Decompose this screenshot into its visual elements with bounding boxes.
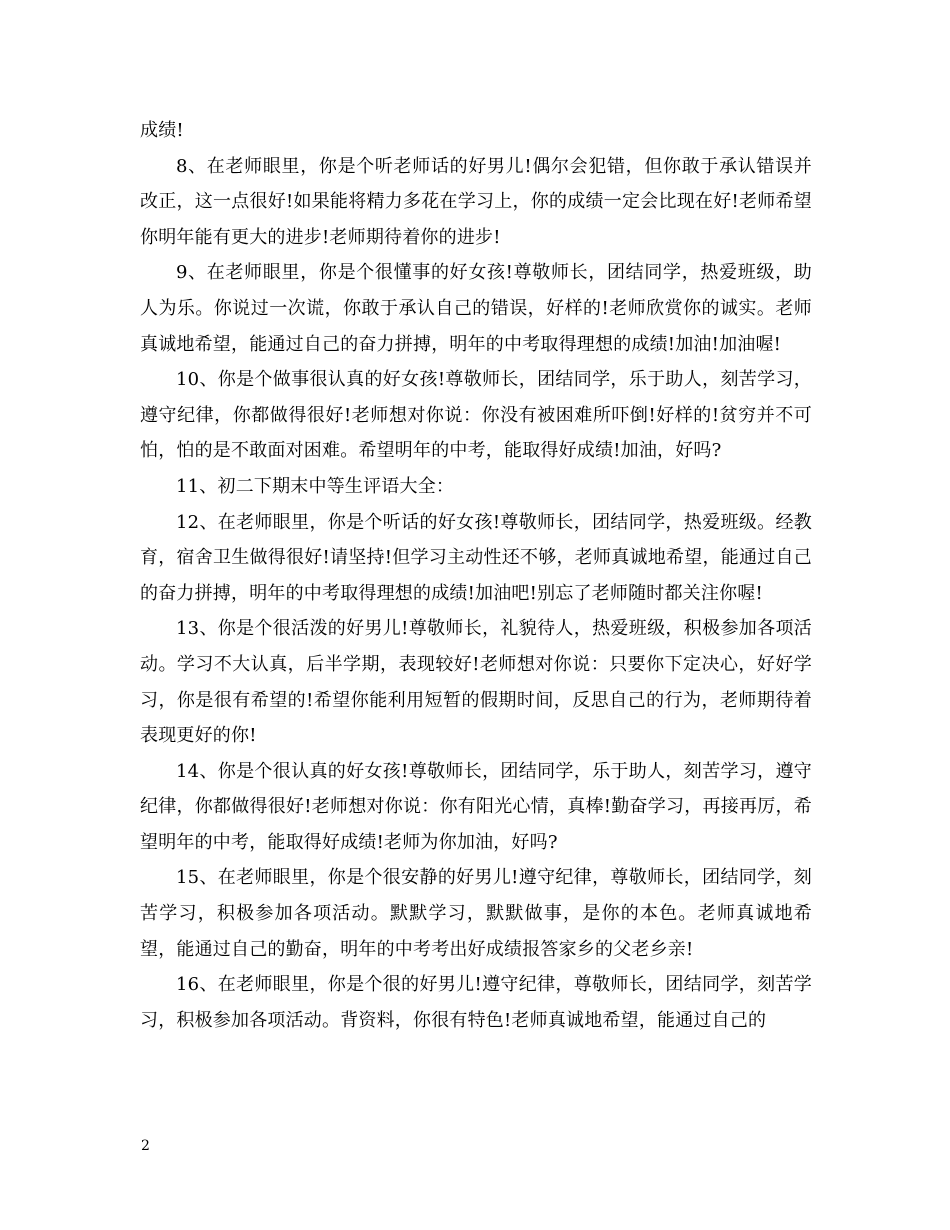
document-body [140, 113, 812, 1038]
paragraph-continuation: 成绩! [140, 120, 184, 141]
paragraph-comment-10: 10、你是个做事很认真的好女孩!尊敬师长，团结同学，乐于助人，刻苦学习，遵守纪律，你都做得很好!老师想对你说：你没有被困难所吓倒!好样的!贫穷并不可怕，怕的是不敢面对困难。希望明年的中考，能取得好成绩!加油，好吗? [140, 369, 812, 462]
paragraph-comment-12: 12、在老师眼里，你是个听话的好女孩!尊敬师长，团结同学，热爱班级。经教育，宿舍卫生做得很好!请坚持!但学习主动性还不够，老师真诚地希望，能通过自己的奋力拼搏，明年的中考取得理想的成绩!加油吧!别忘了老师随时都关注你喔! [140, 511, 812, 604]
paragraph-comment-16: 16、在老师眼里，你是个很的好男儿!遵守纪律，尊敬师长，团结同学，刻苦学习，积极参加各项活动。背资料，你很有特色!老师真诚地希望，能通过自己的 [140, 974, 812, 1031]
paragraph-comment-14: 14、你是个很认真的好女孩!尊敬师长，团结同学，乐于助人，刻苦学习，遵守纪律，你都做得很好!老师想对你说：你有阳光心情，真棒!勤奋学习，再接再厉，希望明年的中考，能取得好成绩!老师为你加油，好吗? [140, 760, 812, 853]
paragraph-comment-15: 15、在老师眼里，你是个很安静的好男儿!遵守纪律，尊敬师长，团结同学，刻苦学习，积极参加各项活动。默默学习，默默做事，是你的本色。老师真诚地希望，能通过自己的勤奋，明年的中考考出好成绩报答家乡的父老乡亲! [140, 867, 812, 960]
paragraph-comment-13: 13、你是个很活泼的好男儿!尊敬师长，礼貌待人，热爱班级，积极参加各项活动。学习不大认真，后半学期，表现较好!老师想对你说：只要你下定决心，好好学习，你是很有希望的!希望你能利用短暂的假期时间，反思自己的行为，老师期待着表现更好的你! [140, 618, 812, 747]
paragraph-comment-8: 8、在老师眼里，你是个听老师话的好男儿!偶尔会犯错，但你敢于承认错误并改正，这一点很好!如果能将精力多花在学习上，你的成绩一定会比现在好!老师希望你明年能有更大的进步!老师期待着你的进步! [140, 155, 812, 248]
paragraph-comment-9: 9、在老师眼里，你是个很懂事的好女孩!尊敬师长，团结同学，热爱班级，助人为乐。你说过一次谎，你敢于承认自己的错误，好样的!老师欣赏你的诚实。老师真诚地希望，能通过自己的奋力拼搏，明年的中考取得理想的成绩!加油!加油喔! [140, 262, 812, 355]
paragraph-heading-11: 11、初二下期末中等生评语大全： [176, 475, 455, 497]
page-number: 2 [141, 1138, 150, 1154]
